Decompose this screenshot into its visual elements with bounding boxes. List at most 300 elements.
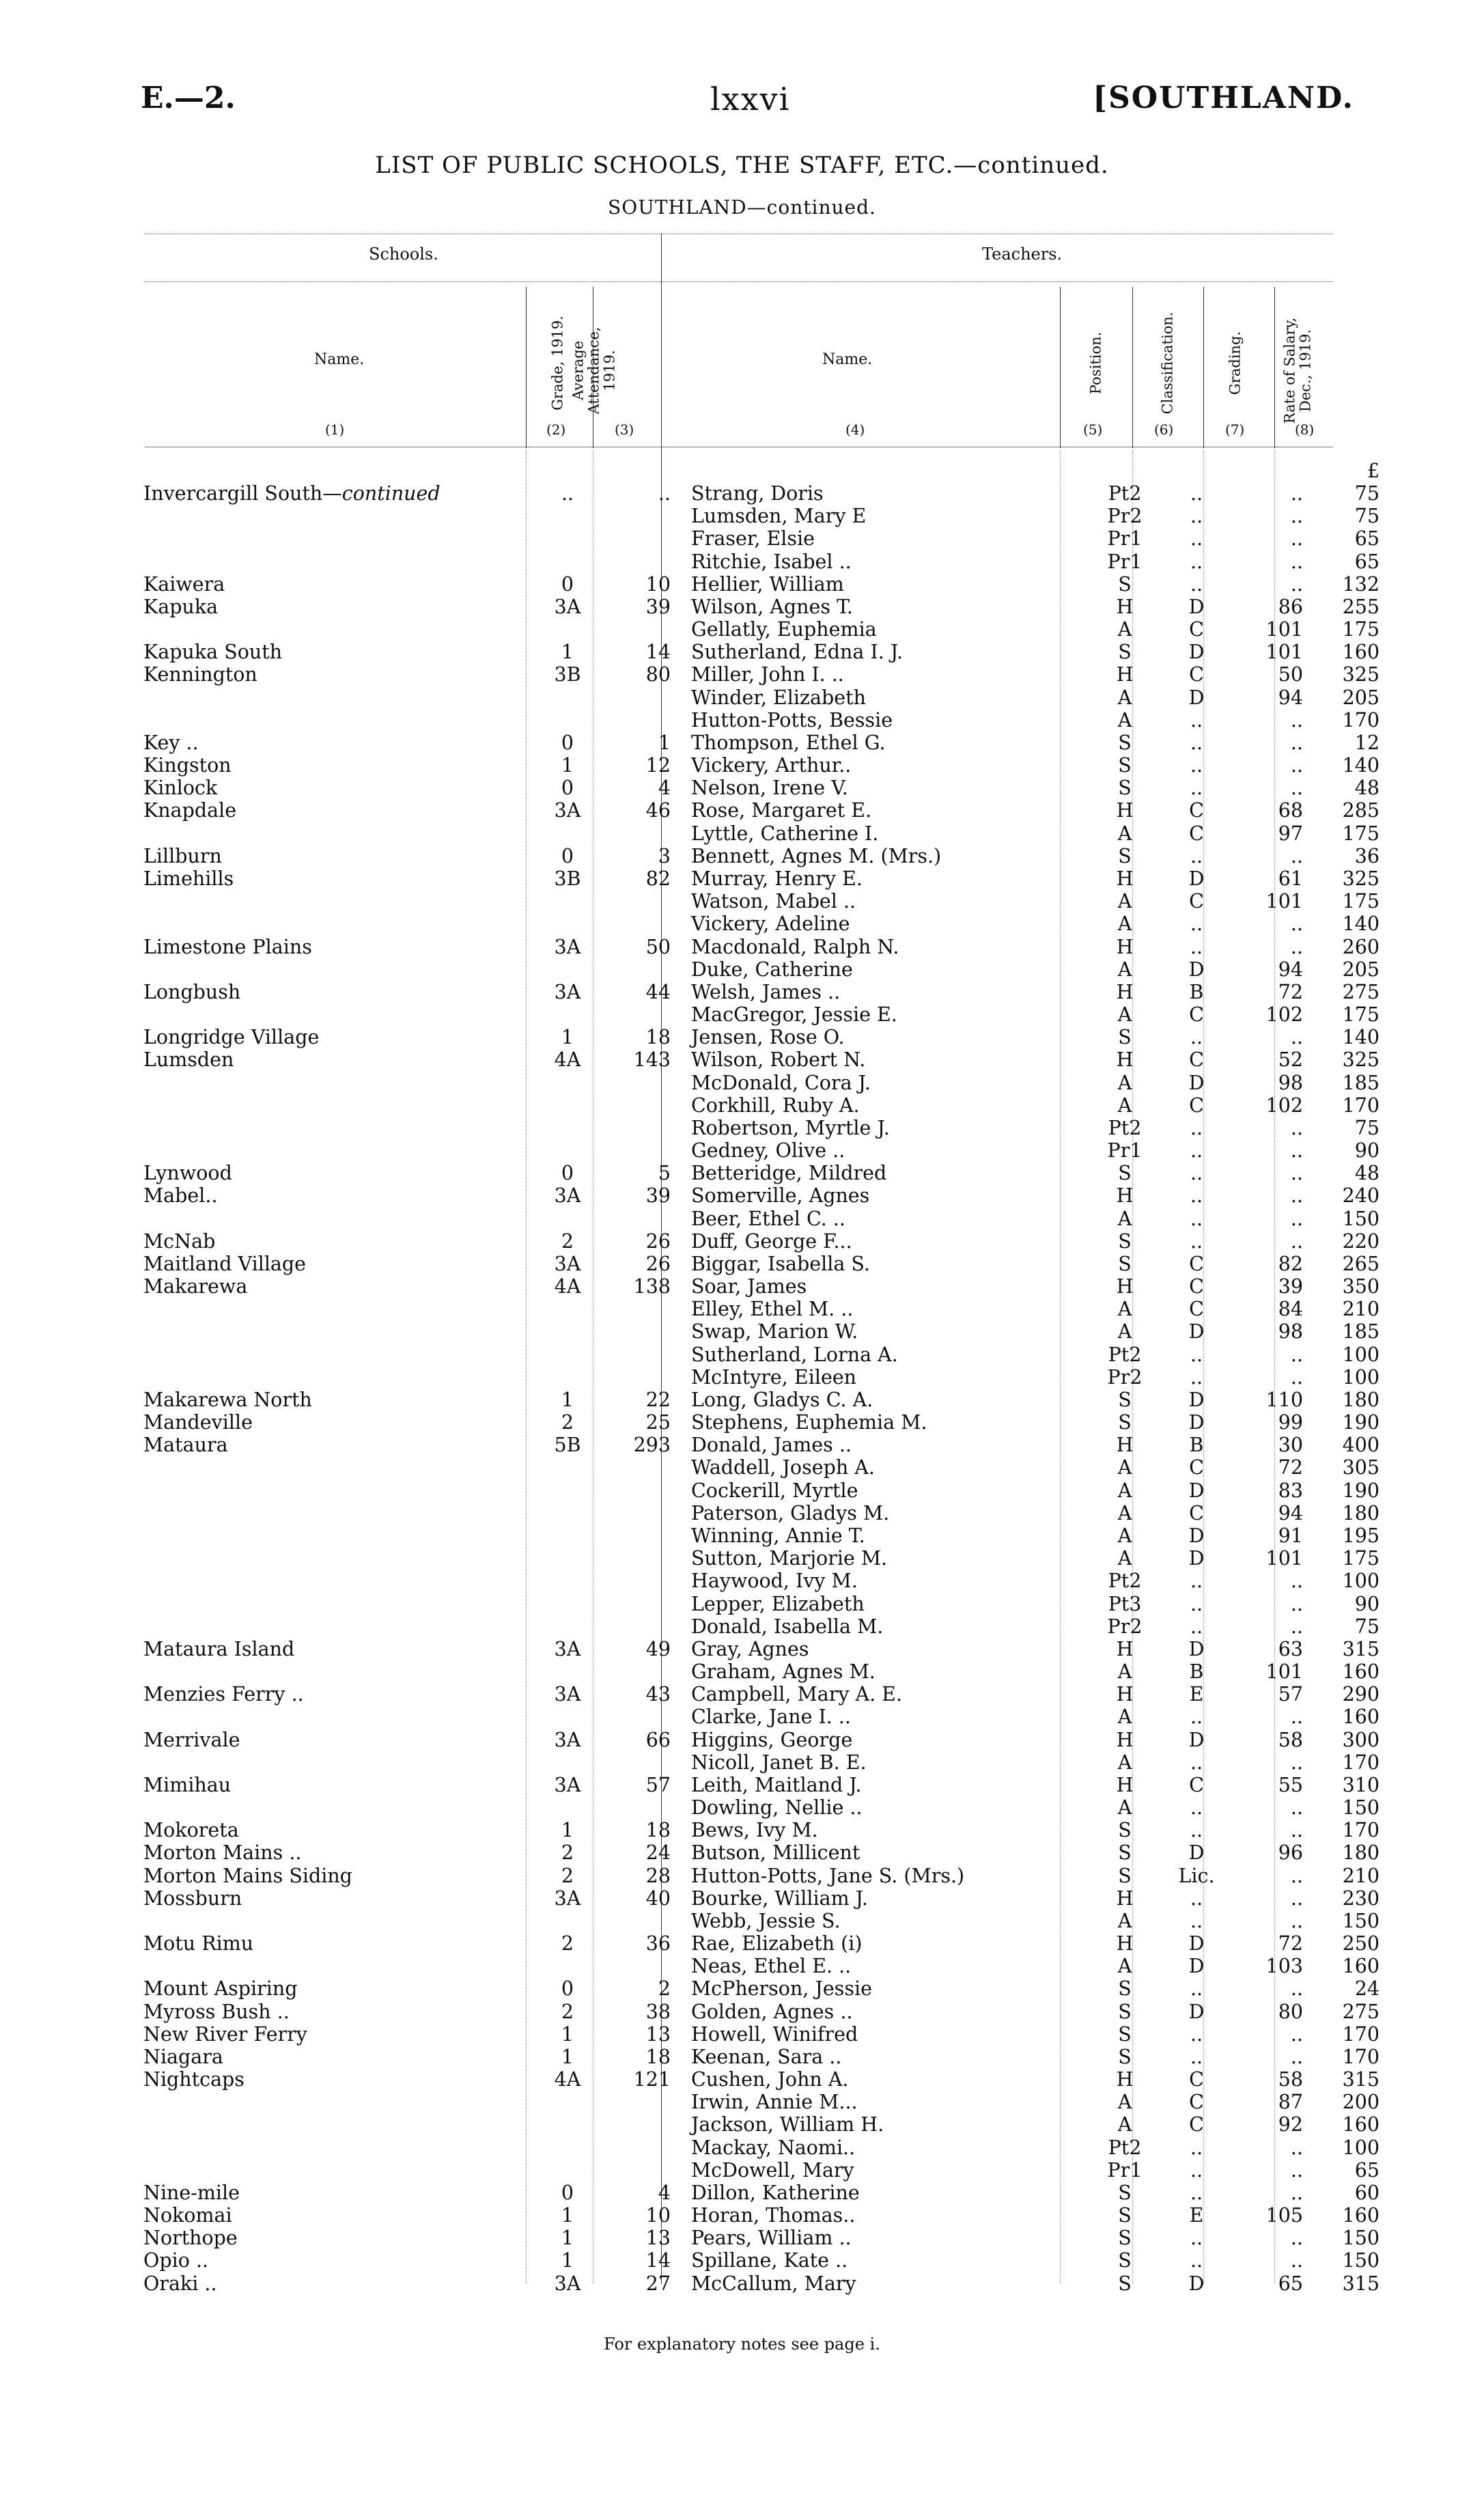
page-subtitle: SOUTHLAND—continued. xyxy=(608,196,876,219)
teacher-grading: 57 xyxy=(1278,1683,1303,1706)
school-attendance xyxy=(601,2091,680,2113)
teacher-position: Pt2 xyxy=(1108,1116,1142,1139)
teacher-salary: 205 xyxy=(1342,686,1380,709)
school-name: Longridge Village xyxy=(143,1026,320,1049)
teacher-position: H xyxy=(1116,799,1134,822)
teacher-name: Bourke, William J. xyxy=(691,1886,868,1910)
teacher-classification: D xyxy=(1188,1479,1205,1502)
teacher-grading: 91 xyxy=(1278,1524,1303,1547)
teacher-classification: C xyxy=(1189,2091,1204,2114)
teacher-position: H xyxy=(1116,1728,1134,1751)
school-grade xyxy=(534,822,601,845)
teacher-salary: 140 xyxy=(1342,1026,1380,1049)
teacher-grading: 101 xyxy=(1265,618,1303,641)
school-attendance: 25 xyxy=(645,1411,671,1434)
school-grade: 4A xyxy=(554,1275,581,1298)
teacher-position: A xyxy=(1117,1547,1132,1570)
teacher-grading: 68 xyxy=(1278,799,1303,822)
teacher-name: Duff, George F... xyxy=(691,1229,852,1253)
teacher-classification: E xyxy=(1189,1683,1204,1706)
teacher-classification: .. xyxy=(1190,1184,1203,1208)
teacher-grading: 98 xyxy=(1278,1320,1303,1343)
teacher-salary: 285 xyxy=(1342,799,1380,822)
school-name: Nokomai xyxy=(143,2204,232,2227)
teacher-name: Mackay, Naomi.. xyxy=(691,2136,856,2159)
teacher-salary: 240 xyxy=(1342,1184,1380,1208)
teacher-position: S xyxy=(1118,2249,1132,2272)
table-row xyxy=(143,1841,1380,1864)
school-grade: 1 xyxy=(561,2022,574,2046)
teacher-grading: .. xyxy=(1290,2045,1303,2068)
school-grade xyxy=(534,1071,601,1094)
teacher-salary: 175 xyxy=(1342,890,1380,913)
school-attendance xyxy=(601,1910,680,1932)
teacher-classification: .. xyxy=(1190,754,1203,777)
school-name xyxy=(143,1502,534,1524)
teacher-grading: 94 xyxy=(1278,958,1303,981)
position-header: Position. xyxy=(1087,331,1104,395)
column-number: (2) xyxy=(546,421,566,438)
teacher-salary: 220 xyxy=(1342,1229,1380,1253)
table-row xyxy=(143,1479,1380,1502)
teacher-salary: 325 xyxy=(1342,867,1380,890)
school-name: McNab xyxy=(143,1229,216,1253)
teacher-salary: 170 xyxy=(1342,2022,1380,2046)
teacher-position: S xyxy=(1118,754,1132,777)
teacher-classification: D xyxy=(1188,1637,1205,1660)
table-row xyxy=(143,1592,1380,1615)
teacher-position: A xyxy=(1117,1298,1132,1321)
teacher-salary: 36 xyxy=(1354,844,1380,867)
teacher-grading: 101 xyxy=(1265,641,1303,664)
school-attendance xyxy=(601,551,680,573)
teacher-grading: 102 xyxy=(1265,1094,1303,1117)
teacher-name: Elley, Ethel M. .. xyxy=(691,1298,854,1321)
teacher-classification: D xyxy=(1188,1932,1205,1955)
table-row xyxy=(143,596,1380,618)
school-attendance: 26 xyxy=(645,1229,671,1253)
table-row xyxy=(143,1208,1380,1230)
teacher-salary: 315 xyxy=(1342,2272,1380,2295)
teacher-grading: .. xyxy=(1290,2136,1303,2159)
teacher-classification: .. xyxy=(1190,844,1203,867)
school-name xyxy=(143,1298,534,1320)
school-grade xyxy=(534,527,601,550)
school-name xyxy=(143,1479,534,1502)
school-grade xyxy=(534,1117,601,1139)
school-grade: 1 xyxy=(561,2204,574,2227)
teacher-grading: 30 xyxy=(1278,1434,1303,1457)
teacher-salary: 160 xyxy=(1342,1955,1380,1978)
school-grade: 3A xyxy=(554,1252,581,1275)
teacher-grading: .. xyxy=(1290,1229,1303,1253)
teacher-salary: 230 xyxy=(1342,1886,1380,1910)
teacher-position: H xyxy=(1116,1773,1134,1796)
table-row xyxy=(143,2204,1380,2227)
school-name xyxy=(143,1117,534,1139)
teacher-salary: 48 xyxy=(1354,777,1380,800)
teacher-position: Pt3 xyxy=(1108,1592,1142,1615)
table-row xyxy=(143,1570,1380,1592)
school-grade: 3A xyxy=(554,1886,581,1910)
teacher-salary: 190 xyxy=(1342,1411,1380,1434)
teacher-salary: 305 xyxy=(1342,1456,1380,1479)
table-row xyxy=(143,1864,1380,1886)
teacher-grading: .. xyxy=(1290,482,1303,505)
teacher-name: Hutton-Potts, Bessie xyxy=(691,708,893,732)
teacher-salary: 12 xyxy=(1354,731,1380,754)
teacher-position: A xyxy=(1117,1909,1132,1932)
teacher-name: Bews, Ivy M. xyxy=(691,1819,818,1842)
table-row xyxy=(143,913,1380,935)
school-grade xyxy=(534,1343,601,1366)
school-attendance: 18 xyxy=(645,1819,671,1842)
teacher-classification: .. xyxy=(1190,731,1203,754)
teacher-classification: D xyxy=(1188,1547,1205,1570)
teacher-name: Ritchie, Isabel .. xyxy=(691,550,852,573)
school-attendance: 44 xyxy=(645,980,671,1003)
school-grade: 3A xyxy=(554,1773,581,1796)
school-grade xyxy=(534,1208,601,1230)
teacher-classification: D xyxy=(1188,641,1205,664)
table-row xyxy=(143,1320,1380,1343)
teacher-position: H xyxy=(1116,1886,1134,1910)
teacher-salary: 150 xyxy=(1342,1909,1380,1932)
teacher-grading: .. xyxy=(1290,2249,1303,2272)
teacher-classification: .. xyxy=(1190,913,1203,936)
teacher-classification: .. xyxy=(1190,708,1203,732)
teacher-salary: 175 xyxy=(1342,822,1380,845)
teacher-salary: 290 xyxy=(1342,1683,1380,1706)
teacher-name: Winder, Elizabeth xyxy=(691,686,866,709)
teacher-name: Fraser, Elsie xyxy=(691,527,815,551)
school-attendance xyxy=(601,822,680,845)
school-name: Merrivale xyxy=(143,1728,240,1751)
school-grade xyxy=(534,890,601,913)
school-name: Makarewa North xyxy=(143,1388,312,1411)
teacher-position: S xyxy=(1118,1252,1132,1275)
school-name xyxy=(143,1003,534,1026)
page-title: LIST OF PUBLIC SCHOOLS, THE STAFF, ETC.—continued. xyxy=(375,152,1109,179)
teacher-salary: 185 xyxy=(1342,1071,1380,1094)
school-grade: 3B xyxy=(554,867,581,890)
table-row xyxy=(143,1705,1380,1728)
school-attendance: 18 xyxy=(645,2045,671,2068)
teacher-grading: .. xyxy=(1290,754,1303,777)
table-row xyxy=(143,1389,1380,1411)
teacher-position: A xyxy=(1117,1524,1132,1547)
teacher-grading: .. xyxy=(1290,777,1303,800)
teacher-grading: 96 xyxy=(1278,1841,1303,1865)
teacher-name: Vickery, Adeline xyxy=(691,913,850,936)
header-rule-groups xyxy=(145,281,1333,282)
teacher-position: A xyxy=(1117,1094,1132,1117)
teacher-grading: .. xyxy=(1290,550,1303,573)
teacher-position: H xyxy=(1116,663,1134,686)
teacher-salary: 100 xyxy=(1342,2136,1380,2159)
teacher-name: Winning, Annie T. xyxy=(691,1524,865,1547)
table-row xyxy=(143,1819,1380,1841)
teacher-name: McPherson, Jessie xyxy=(691,1977,872,2001)
teacher-salary: 180 xyxy=(1342,1841,1380,1865)
teacher-position: A xyxy=(1117,1071,1132,1094)
school-name: Kaiwera xyxy=(143,572,225,596)
teacher-classification: .. xyxy=(1190,2249,1203,2272)
col-divider xyxy=(1060,287,1061,448)
teacher-name: Soar, James xyxy=(691,1275,807,1298)
teacher-position: A xyxy=(1117,1796,1132,1820)
teacher-name: Cushen, John A. xyxy=(691,2068,849,2091)
school-name xyxy=(143,1955,534,1977)
teacher-salary: 160 xyxy=(1342,641,1380,664)
school-grade: 5B xyxy=(554,1434,581,1457)
table-row xyxy=(143,1502,1380,1524)
teacher-name: Betteridge, Mildred xyxy=(691,1162,887,1185)
table-row xyxy=(143,958,1380,981)
teacher-position: H xyxy=(1116,1637,1134,1660)
school-grade: 1 xyxy=(561,1026,574,1049)
teacher-position: S xyxy=(1118,2000,1132,2023)
school-attendance: 4 xyxy=(658,777,671,800)
school-attendance: 57 xyxy=(645,1773,671,1796)
school-grade: 3A xyxy=(554,980,581,1003)
teacher-grading: 97 xyxy=(1278,822,1303,845)
teacher-classification: C xyxy=(1189,618,1204,641)
school-attendance xyxy=(601,1298,680,1320)
teacher-classification: .. xyxy=(1190,1229,1203,1253)
teacher-classification: C xyxy=(1189,1094,1204,1117)
school-name: Mataura xyxy=(143,1434,228,1457)
teacher-name: Howell, Winifred xyxy=(691,2022,858,2046)
teacher-classification: .. xyxy=(1190,2227,1203,2250)
school-name: Northope xyxy=(143,2227,238,2250)
school-name xyxy=(143,2113,534,2136)
teacher-position: A xyxy=(1117,618,1132,641)
teacher-name: Clarke, Jane I. .. xyxy=(691,1705,851,1729)
school-attendance xyxy=(601,2113,680,2136)
teacher-name: Irwin, Annie M... xyxy=(691,2091,858,2114)
teacher-position: A xyxy=(1117,2091,1132,2114)
teacher-grading: .. xyxy=(1290,1592,1303,1615)
teacher-salary: 150 xyxy=(1342,2227,1380,2250)
school-grade: 2 xyxy=(561,1411,574,1434)
teacher-position: H xyxy=(1116,1048,1134,1072)
teacher-name: McDowell, Mary xyxy=(691,2158,854,2182)
school-attendance xyxy=(601,1660,680,1683)
school-attendance: 121 xyxy=(633,2068,671,2091)
column-number: (8) xyxy=(1295,421,1315,438)
teacher-salary: 260 xyxy=(1342,935,1380,958)
teacher-classification: B xyxy=(1189,1660,1204,1684)
school-grade xyxy=(534,1094,601,1117)
teacher-position: Pt2 xyxy=(1108,1343,1142,1366)
teacher-name: Webb, Jessie S. xyxy=(691,1909,841,1932)
school-attendance xyxy=(601,1139,680,1162)
teacher-grading: 58 xyxy=(1278,2068,1303,2091)
teacher-name: Butson, Millicent xyxy=(691,1841,860,1865)
table-row xyxy=(143,845,1380,867)
teacher-classification: .. xyxy=(1190,505,1203,528)
table-row xyxy=(143,981,1380,1003)
school-attendance: 27 xyxy=(645,2272,671,2295)
teacher-classification: .. xyxy=(1190,2022,1203,2046)
teacher-position: Pt2 xyxy=(1108,2136,1142,2159)
school-name: Morton Mains .. xyxy=(143,1841,302,1865)
school-name xyxy=(143,1343,534,1366)
teacher-classification: C xyxy=(1189,890,1204,913)
teacher-name: McIntyre, Eileen xyxy=(691,1365,857,1389)
school-name: Myross Bush .. xyxy=(143,2000,290,2023)
teacher-position: A xyxy=(1117,822,1132,845)
school-attendance xyxy=(601,2159,680,2182)
teacher-name: Sutherland, Lorna A. xyxy=(691,1343,898,1366)
table-row xyxy=(143,2136,1380,2159)
teacher-salary: 275 xyxy=(1342,2000,1380,2023)
teacher-grading: 72 xyxy=(1278,980,1303,1003)
teacher-classification: C xyxy=(1189,663,1204,686)
school-attendance: 24 xyxy=(645,1841,671,1865)
school-name: Limehills xyxy=(143,867,234,890)
teacher-classification: .. xyxy=(1190,1592,1203,1615)
teacher-classification: .. xyxy=(1190,2045,1203,2068)
teacher-position: Pr2 xyxy=(1107,1365,1143,1389)
school-attendance: 10 xyxy=(645,572,671,596)
teacher-grading: .. xyxy=(1290,1909,1303,1932)
school-attendance xyxy=(601,2136,680,2159)
teacher-classification: .. xyxy=(1190,2181,1203,2204)
table-row xyxy=(143,867,1380,890)
school-grade xyxy=(534,1955,601,1977)
teacher-grading: .. xyxy=(1290,1977,1303,2001)
teacher-grading: 105 xyxy=(1265,2204,1303,2227)
table-row xyxy=(143,2001,1380,2023)
teacher-name: Leith, Maitland J. xyxy=(691,1773,862,1796)
school-attendance xyxy=(601,1456,680,1479)
teacher-salary: 250 xyxy=(1342,1932,1380,1955)
school-name xyxy=(143,1071,534,1094)
teacher-classification: E xyxy=(1189,2204,1204,2227)
teacher-position: Pr1 xyxy=(1107,527,1143,551)
school-grade: 3A xyxy=(554,595,581,618)
teacher-grading: 39 xyxy=(1278,1275,1303,1298)
school-name xyxy=(143,2091,534,2113)
currency-symbol: £ xyxy=(1367,459,1380,482)
school-attendance xyxy=(601,1003,680,1026)
footnote: For explanatory notes see page i. xyxy=(604,2335,880,2354)
teacher-grading: .. xyxy=(1290,1026,1303,1049)
teacher-name: Swap, Marion W. xyxy=(691,1320,858,1343)
teacher-name: Murray, Henry E. xyxy=(691,867,863,890)
school-grade xyxy=(534,1524,601,1547)
school-grade xyxy=(534,2136,601,2159)
teacher-salary: 150 xyxy=(1342,1207,1380,1230)
school-attendance: 66 xyxy=(645,1728,671,1751)
teacher-salary: 170 xyxy=(1342,708,1380,732)
teacher-salary: 325 xyxy=(1342,663,1380,686)
school-grade xyxy=(534,505,601,527)
teacher-grading: .. xyxy=(1290,1116,1303,1139)
teacher-name: Spillane, Kate .. xyxy=(691,2249,848,2272)
school-name xyxy=(143,913,534,935)
teacher-classification: C xyxy=(1189,822,1204,845)
teacher-grading: 65 xyxy=(1278,2272,1303,2295)
teacher-position: S xyxy=(1118,2022,1132,2046)
table-row xyxy=(143,1932,1380,1955)
teacher-classification: D xyxy=(1188,1524,1205,1547)
school-grade: 0 xyxy=(561,2181,574,2204)
table-row xyxy=(143,709,1380,732)
teacher-classification: .. xyxy=(1190,1796,1203,1820)
table-row xyxy=(143,618,1380,641)
school-name xyxy=(143,1570,534,1592)
school-grade: 0 xyxy=(561,1977,574,2001)
teacher-grading: 58 xyxy=(1278,1728,1303,1751)
school-name xyxy=(143,1320,534,1343)
school-grade xyxy=(534,1479,601,1502)
school-attendance: 293 xyxy=(633,1434,671,1457)
table-row xyxy=(143,1774,1380,1796)
teacher-classification: C xyxy=(1189,2068,1204,2091)
school-grade xyxy=(534,551,601,573)
school-name: Key .. xyxy=(143,731,199,754)
school-name: New River Ferry xyxy=(143,2022,307,2046)
teacher-classification: .. xyxy=(1190,527,1203,551)
teacher-name: Gray, Agnes xyxy=(691,1637,809,1660)
teacher-name: Wilson, Agnes T. xyxy=(691,595,853,618)
teacher-salary: 75 xyxy=(1354,1116,1380,1139)
table-row xyxy=(143,1253,1380,1275)
teacher-name: Sutton, Marjorie M. xyxy=(691,1547,888,1570)
school-attendance: 5 xyxy=(658,1162,671,1185)
school-attendance xyxy=(601,1208,680,1230)
teacher-name: Keenan, Sara .. xyxy=(691,2045,842,2068)
teacher-grading: 102 xyxy=(1265,1003,1303,1027)
teacher-position: A xyxy=(1117,890,1132,913)
school-attendance xyxy=(601,1615,680,1638)
school-name: Makarewa xyxy=(143,1275,248,1298)
table-row xyxy=(143,663,1380,686)
school-name xyxy=(143,1094,534,1117)
school-name: Mokoreta xyxy=(143,1819,239,1842)
table-row xyxy=(143,2091,1380,2113)
column-number: (5) xyxy=(1083,421,1103,438)
teacher-grading: 61 xyxy=(1278,867,1303,890)
table-row xyxy=(143,1048,1380,1071)
teacher-position: S xyxy=(1118,641,1132,664)
teacher-salary: 150 xyxy=(1342,2249,1380,2272)
teacher-classification: .. xyxy=(1190,2136,1203,2159)
teacher-position: S xyxy=(1118,572,1132,596)
teacher-grading: 72 xyxy=(1278,1456,1303,1479)
school-attendance xyxy=(601,1366,680,1389)
school-grade: 2 xyxy=(561,1864,574,1887)
teacher-classification: B xyxy=(1189,980,1204,1003)
school-attendance xyxy=(601,1524,680,1547)
school-name: Lillburn xyxy=(143,844,222,867)
table-row xyxy=(143,527,1380,550)
teacher-position: Pr1 xyxy=(1107,2158,1143,2182)
teacher-name: Horan, Thomas.. xyxy=(691,2204,856,2227)
teacher-salary: 100 xyxy=(1342,1570,1380,1593)
teacher-position: S xyxy=(1118,2204,1132,2227)
col-divider xyxy=(1203,287,1204,448)
teacher-name: Higgins, George xyxy=(691,1728,853,1751)
teacher-grading: 101 xyxy=(1265,1547,1303,1570)
school-attendance: 39 xyxy=(645,595,671,618)
teacher-classification: D xyxy=(1188,595,1205,618)
teacher-classification: .. xyxy=(1190,550,1203,573)
teacher-classification: .. xyxy=(1190,1977,1203,2001)
